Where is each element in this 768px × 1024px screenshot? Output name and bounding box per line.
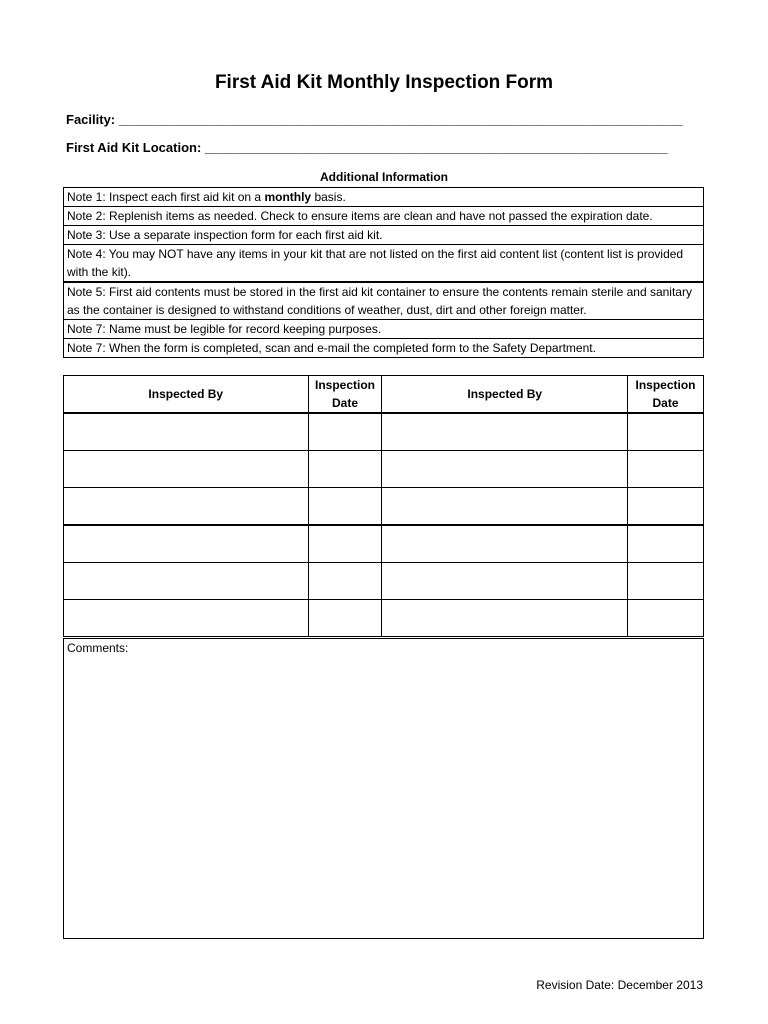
revision-date: Revision Date: December 2013 — [536, 978, 703, 992]
inspection-date-cell[interactable] — [308, 600, 382, 637]
header-inspection-date: Inspection Date — [308, 376, 382, 414]
inspection-date-cell[interactable] — [628, 451, 704, 488]
comments-label: Comments: — [67, 641, 129, 655]
inspection-row — [64, 600, 704, 637]
inspected-by-cell[interactable] — [64, 600, 309, 637]
notes-heading: Additional Information — [320, 170, 448, 184]
note-2: Note 2: Replenish items as needed. Check to ensure items are clean and have not passed the expiration date. — [64, 207, 704, 226]
header-inspected-by-2: Inspected By — [382, 376, 628, 414]
notes-table — [63, 187, 704, 358]
inspection-row — [64, 525, 704, 563]
note-row — [64, 188, 704, 207]
inspection-row — [64, 563, 704, 600]
note-5: Note 5: First aid contents must be stored in the first aid kit container to ensure the contents remain sterile and sanitary as the container is designed to withstand conditions of weather, dust, dirt and other foreign matter. — [64, 282, 704, 320]
inspected-by-cell[interactable] — [382, 600, 628, 637]
inspection-date-cell[interactable] — [308, 413, 382, 451]
inspected-by-cell[interactable] — [382, 451, 628, 488]
inspection-date-cell[interactable] — [628, 563, 704, 600]
note-row — [64, 339, 704, 358]
inspected-by-cell[interactable] — [64, 451, 309, 488]
inspection-row — [64, 413, 704, 451]
inspected-by-cell[interactable] — [64, 413, 309, 451]
inspection-header-row — [64, 376, 704, 414]
header-inspected-by: Inspected By — [64, 376, 309, 414]
inspection-date-cell[interactable] — [308, 525, 382, 563]
note-row — [64, 226, 704, 245]
inspection-date-cell[interactable] — [628, 600, 704, 637]
facility-label: Facility: — [66, 112, 116, 127]
kit-location-field[interactable] — [66, 140, 668, 155]
inspected-by-cell[interactable] — [382, 563, 628, 600]
note-1 — [64, 188, 704, 207]
facility-input-line[interactable]: ______________________________________________________________________________ — [118, 112, 683, 127]
inspected-by-cell[interactable] — [382, 525, 628, 563]
note-row — [64, 282, 704, 320]
inspection-table — [63, 375, 704, 637]
note-1-text: Note 1: Inspect each first aid kit on a — [67, 190, 265, 204]
inspection-row — [64, 451, 704, 488]
facility-field[interactable] — [66, 112, 683, 127]
header-inspection-date-2: Inspection Date — [628, 376, 704, 414]
inspection-date-cell[interactable] — [308, 451, 382, 488]
inspection-row — [64, 488, 704, 526]
note-7a: Note 7: Name must be legible for record keeping purposes. — [64, 320, 704, 339]
note-row — [64, 245, 704, 283]
inspection-date-cell[interactable] — [628, 488, 704, 526]
note-1-emphasis: monthly — [264, 190, 312, 204]
note-row — [64, 207, 704, 226]
note-3: Note 3: Use a separate inspection form for each first aid kit. — [64, 226, 704, 245]
inspected-by-cell[interactable] — [382, 488, 628, 526]
note-1-text-end: basis. — [311, 190, 346, 204]
inspection-date-cell[interactable] — [628, 413, 704, 451]
inspected-by-cell[interactable] — [64, 563, 309, 600]
inspection-date-cell[interactable] — [308, 488, 382, 526]
kit-location-input-line[interactable]: ________________________________________________________________ — [204, 140, 668, 155]
kit-location-label: First Aid Kit Location: — [66, 140, 202, 155]
inspected-by-cell[interactable] — [64, 488, 309, 526]
note-row — [64, 320, 704, 339]
form-title: First Aid Kit Monthly Inspection Form — [214, 72, 554, 93]
comments-box[interactable] — [63, 638, 704, 939]
inspection-date-cell[interactable] — [628, 525, 704, 563]
note-7b: Note 7: When the form is completed, scan and e-mail the completed form to the Safety Department. — [64, 339, 704, 358]
note-4: Note 4: You may NOT have any items in your kit that are not listed on the first aid content list (content list is provided with the kit). — [64, 245, 704, 283]
inspected-by-cell[interactable] — [64, 525, 309, 563]
inspected-by-cell[interactable] — [382, 413, 628, 451]
inspection-date-cell[interactable] — [308, 563, 382, 600]
